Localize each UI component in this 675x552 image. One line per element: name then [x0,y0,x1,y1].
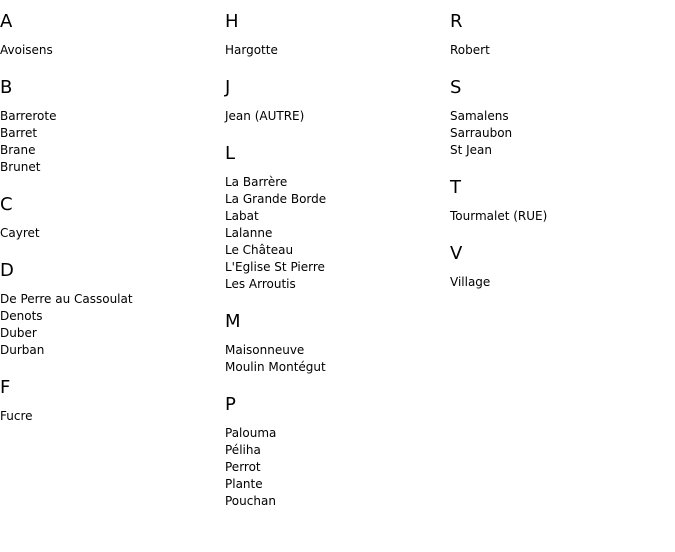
letter-heading: P [225,394,236,415]
letter-group-c [0,194,225,242]
letter-heading: T [450,177,461,198]
letter-group-m [225,311,450,376]
street-link[interactable]: La Grande Borde [225,192,327,206]
letter-group-r [450,11,675,59]
street-link[interactable]: Labat [225,209,259,223]
letter-heading: C [0,194,13,215]
street-link[interactable]: De Perre au Cassoulat [0,292,133,306]
street-list [225,425,450,510]
street-link[interactable]: Sarraubon [450,126,513,140]
street-link[interactable]: Palouma [225,426,277,440]
index-column-1 [0,0,225,425]
street-link[interactable]: Samalens [450,109,509,123]
letter-heading: L [225,143,236,164]
street-link[interactable]: Duber [0,326,37,340]
street-link[interactable]: Maisonneuve [225,343,305,357]
street-list [0,408,225,425]
street-link[interactable]: Perrot [225,460,261,474]
letter-heading: D [0,260,14,281]
letter-group-b [0,77,225,176]
street-link[interactable]: Fucre [0,409,33,423]
street-list [0,42,225,59]
letter-group-a [0,11,225,59]
street-link[interactable]: Péliha [225,443,261,457]
street-list [225,174,450,293]
street-link[interactable]: Les Arroutis [225,277,296,291]
letter-heading: R [450,11,463,32]
street-list [225,42,450,59]
letter-group-p [225,394,450,510]
street-list [225,342,450,376]
letter-group-h [225,11,450,59]
letter-group-t [450,177,675,225]
street-link[interactable]: Durban [0,343,45,357]
letter-heading: V [450,243,463,264]
street-link[interactable]: Cayret [0,226,40,240]
street-list [0,291,225,359]
street-link[interactable]: Brunet [0,160,41,174]
street-list [450,274,675,291]
street-link[interactable]: Denots [0,309,43,323]
letter-group-s [450,77,675,159]
street-link[interactable]: Pouchan [225,494,276,508]
letter-group-f [0,377,225,425]
street-link[interactable]: Plante [225,477,263,491]
letter-heading: F [0,377,11,398]
index-column-2 [225,0,450,510]
street-link[interactable]: Moulin Montégut [225,360,326,374]
street-link[interactable]: Village [450,275,491,289]
street-link[interactable]: La Barrère [225,175,288,189]
street-list [0,108,225,176]
street-link[interactable]: Barret [0,126,38,140]
street-link[interactable]: St Jean [450,143,493,157]
street-link[interactable]: Robert [450,43,490,57]
street-link[interactable]: Le Château [225,243,294,257]
street-link[interactable]: Brane [0,143,36,157]
letter-heading: B [0,77,13,98]
street-link[interactable]: Jean (AUTRE) [225,109,305,123]
street-link[interactable]: Tourmalet (RUE) [450,209,548,223]
street-list [450,42,675,59]
street-list [450,208,675,225]
letter-group-l [225,143,450,293]
letter-group-d [0,260,225,359]
street-link[interactable]: Barrerote [0,109,57,123]
letter-heading: M [225,311,241,332]
letter-heading: A [0,11,13,32]
street-link[interactable]: L'Eglise St Pierre [225,260,325,274]
street-link[interactable]: Avoisens [0,43,53,57]
index-column-3 [450,0,675,291]
street-list [0,225,225,242]
letter-heading: S [450,77,462,98]
street-list [450,108,675,159]
letter-heading: H [225,11,239,32]
street-link[interactable]: Hargotte [225,43,278,57]
street-list [225,108,450,125]
letter-heading: J [225,77,231,98]
street-link[interactable]: Lalanne [225,226,273,240]
letter-group-v [450,243,675,291]
letter-group-j [225,77,450,125]
